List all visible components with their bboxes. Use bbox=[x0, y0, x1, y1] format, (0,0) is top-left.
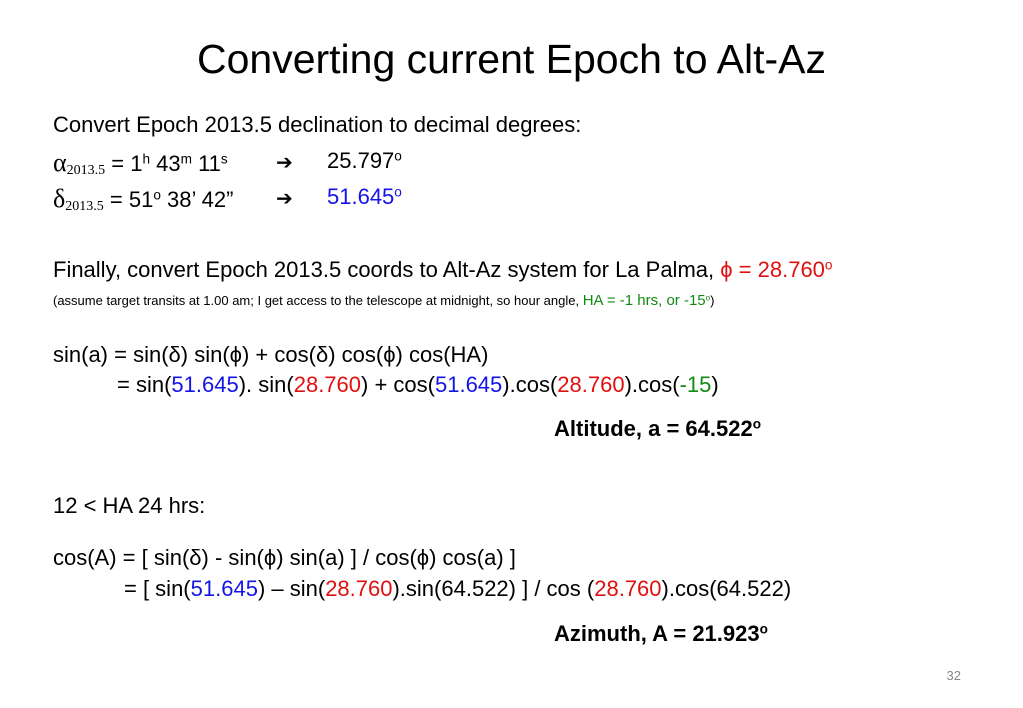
sin-p6: ) bbox=[711, 372, 719, 397]
alpha-equals: = 1 bbox=[105, 151, 143, 176]
arrow-icon: ➔ bbox=[276, 152, 293, 174]
cos-equation-line2 bbox=[124, 576, 791, 602]
alpha-result-sup: o bbox=[394, 148, 402, 164]
cos-p2: ) – sin( bbox=[257, 576, 326, 601]
alpha-m-sup: m bbox=[180, 151, 192, 167]
phi-value: ϕ = 28.760 bbox=[720, 257, 825, 282]
assume-line bbox=[53, 292, 714, 309]
finally-line bbox=[53, 257, 833, 283]
sin-equation-line2 bbox=[117, 372, 719, 398]
alpha-mid1: 43 bbox=[150, 151, 181, 176]
phi-sup: o bbox=[824, 257, 833, 273]
assume-text: (assume target transits at 1.00 am; I get access to the telescope at midnight, so hour angle, bbox=[53, 293, 583, 308]
delta-result bbox=[327, 184, 402, 210]
assume-close: ) bbox=[710, 293, 715, 308]
intro-text: Convert Epoch 2013.5 declination to decimal degrees: bbox=[53, 112, 582, 137]
sin-v3: 51.645 bbox=[434, 372, 503, 397]
azimuth-result bbox=[554, 621, 768, 647]
alpha-subscript: 2013.5 bbox=[66, 163, 106, 178]
arrow-icon: ➔ bbox=[276, 188, 293, 210]
slide-title: Converting current Epoch to Alt-Az bbox=[197, 36, 826, 82]
sin-p3: ) + cos( bbox=[361, 372, 435, 397]
sin-p1: = sin( bbox=[117, 372, 172, 397]
ha-value: HA = -1 hrs, or -15 bbox=[582, 292, 706, 309]
altitude-sup: o bbox=[752, 416, 762, 432]
alpha-symbol: α bbox=[53, 148, 67, 177]
alpha-s-sup: s bbox=[220, 151, 228, 167]
alpha-result bbox=[327, 148, 402, 174]
finally-text: Finally, convert Epoch 2013.5 coords to Alt-Az system for La Palma, bbox=[53, 257, 721, 282]
altitude-text: Altitude, a = 64.522 bbox=[554, 416, 753, 441]
delta-result-value: 51.645 bbox=[327, 184, 395, 209]
alpha-row bbox=[53, 148, 228, 179]
ha-range-text: 12 < HA 24 hrs: bbox=[53, 493, 206, 518]
cos-equation-line1: cos(A) = [ sin(δ) - sin(ϕ) sin(a) ] / cos(ϕ) cos(a) ] bbox=[53, 545, 516, 570]
delta-equals: = 51 bbox=[103, 187, 154, 212]
page-number: 32 bbox=[946, 668, 961, 683]
azimuth-sup: o bbox=[759, 621, 768, 637]
cos-v2: 28.760 bbox=[325, 576, 393, 601]
cos-p1: = [ sin( bbox=[124, 576, 191, 601]
sin-v4: 28.760 bbox=[557, 372, 625, 397]
cos-v1: 51.645 bbox=[190, 576, 258, 601]
delta-rest: 38’ 42” bbox=[160, 187, 234, 212]
cos-v3: 28.760 bbox=[594, 576, 662, 601]
alpha-mid2: 11 bbox=[191, 151, 221, 176]
sin-p4: ).cos( bbox=[502, 372, 558, 397]
alpha-result-value: 25.797 bbox=[327, 148, 395, 173]
delta-deg-sup: o bbox=[153, 187, 161, 203]
delta-subscript: 2013.5 bbox=[65, 199, 104, 214]
altitude-result bbox=[554, 416, 761, 442]
sin-v5: -15 bbox=[679, 372, 712, 397]
sin-p5: ).cos( bbox=[624, 372, 680, 397]
ha-sup: o bbox=[705, 293, 711, 303]
azimuth-text: Azimuth, A = 21.923 bbox=[554, 621, 760, 646]
sin-v1: 51.645 bbox=[171, 372, 239, 397]
delta-symbol: δ bbox=[53, 184, 66, 213]
sin-equation-line1: sin(a) = sin(δ) sin(ϕ) + cos(δ) cos(ϕ) cos(HA) bbox=[53, 342, 489, 367]
cos-p4: ).cos(64.522) bbox=[661, 576, 792, 601]
sin-p2: ). sin( bbox=[238, 372, 294, 397]
delta-result-sup: o bbox=[394, 184, 402, 200]
alpha-h-sup: h bbox=[142, 151, 151, 167]
sin-v2: 28.760 bbox=[293, 372, 362, 397]
cos-p3: ).sin(64.522) ] / cos ( bbox=[392, 576, 595, 601]
delta-row bbox=[53, 184, 233, 215]
